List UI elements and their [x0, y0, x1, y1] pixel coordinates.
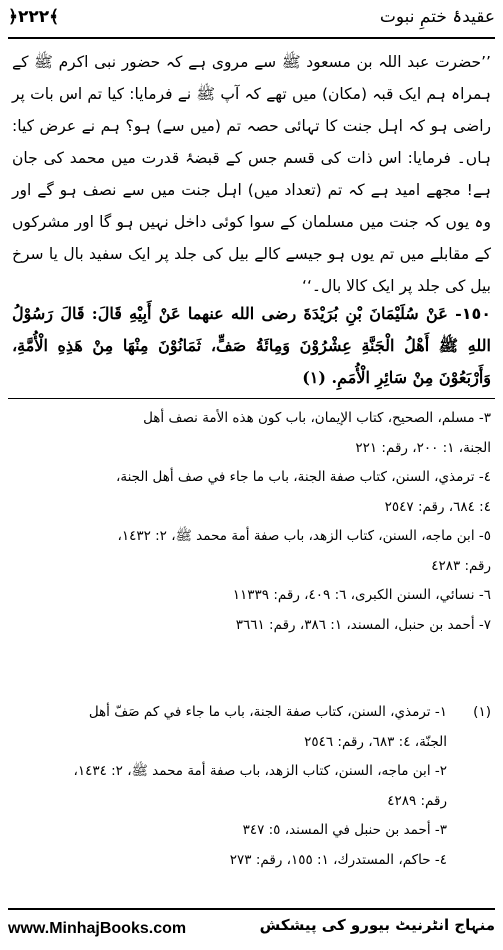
footnote-line: ٤- حاكم، المستدرك، ١: ١٥٥، رقم: ٢٧٣: [229, 851, 447, 868]
running-title: عقیدۂ ختمِ نبوت: [379, 7, 495, 27]
website-link[interactable]: www.MinhajBooks.com: [8, 920, 187, 937]
footnote-line: رقم: ٤٢٨٣: [431, 557, 491, 574]
footnote-separator: [8, 398, 495, 399]
footnote-line: ٦- نسائي، السنن الكبرى، ٦: ٤٠٩، رقم: ١١٣٣٩: [232, 587, 491, 603]
publisher-credit: منہاج انٹرنیٹ بیورو کی پیشکش: [259, 916, 495, 934]
footer-rule: [8, 908, 495, 910]
footnote-marker: (١): [473, 704, 491, 720]
page-header: [8, 4, 495, 34]
urdu-translation: ’’حضرت عبد اللہ بن مسعود ﷺ سے مروی ہے کہ حضور نبی اکرم ﷺ کے ہمراہ ہم ایک قبہ (مکان) میں تھے کہ آپ ﷺ نے فرمایا: کیا تم اس بات پر راضی ہو کہ اہل جنت کا تہائی حصہ تم (میں سے) ہو؟ ہم نے عرض کیا: ہاں۔ فرمایا: اس ذات کی قسم جس کے قبضۂ قدرت میں محمد کی جان ہے! مجھے امید ہے کہ تم (تعداد میں) اہل جنت میں سے نصف ہو گے اور وہ یوں کہ جنت میں مسلمان کے سوا کوئی داخل نہیں ہو گا اور مشرکوں کے مقابلے میں تم یوں ہو جیسے کالے بیل کی جلد پر ایک سفید بال یا سرخ بیل کی جلد پر ایک کالا بال۔‘‘: [12, 53, 491, 295]
footnote-line: الجنة، ١: ٢٠٠، رقم: ٢٢١: [355, 439, 491, 456]
footnote-line: ٥- ابن ماجه، السنن، كتاب الزهد، باب صفة أمة محمد ﷺ، ٢: ١٤٣٢،: [117, 528, 491, 544]
hadith-150: ١٥٠- عَنْ سُلَيْمَانَ بْنِ بُرَيْدَةَ رضی الله عنهما عَنْ أَبِيْهِ قَالَ: قَالَ رَسُوْلُ اللهِ ﷺ أَهْلُ الْجَنَّةِ عِشْرُوْنَ وَمِائَةُ صَفٍّ، ثَمَانُوْنَ مِنْهَا مِنْ هَذِهِ الْأُمَّةِ، وَأَرْبَعُوْنَ مِنْ سَائِرِ الْأُمَمِ. (١): [12, 304, 492, 387]
footnote-line: ١- ترمذي، السنن، كتاب صفة الجنة، باب ما جاء في كم صَفّ أهل: [88, 704, 447, 720]
hadith-number: ١٥٠: [461, 304, 492, 323]
footnote-line: رقم: ٤٢٨٩: [387, 792, 447, 809]
footnotes-hadith-150: [12, 698, 491, 875]
header-rule: [8, 37, 495, 39]
footnotes-previous: [12, 404, 491, 640]
hadith-text: عَنْ سُلَيْمَانَ بْنِ بُرَيْدَةَ رضی الله عنهما عَنْ أَبِيْهِ قَالَ: قَالَ رَسُوْلُ اللهِ ﷺ أَهْلُ الْجَنَّةِ عِشْرُوْنَ وَمِائَةُ صَفٍّ، ثَمَانُوْنَ مِنْهَا مِنْ هَذِهِ الْأُمَّةِ، وَأَرْبَعُوْنَ مِنْ سَائِرِ الْأُمَمِ. (١): [12, 304, 491, 387]
footnote-line: ٧- أحمد بن حنبل، المسند، ١: ٣٨٦، رقم: ٣٦٦١: [235, 616, 491, 633]
footnote-line: ٢- ابن ماجه، السنن، كتاب الزهد، باب صفة أمة محمد ﷺ، ٢: ١٤٣٤،: [73, 763, 447, 779]
page-number: ﴿٢٢٢﴾: [8, 7, 60, 27]
footnote-line: ٤- ترمذي، السنن، كتاب صفة الجنة، باب ما جاء في صف أهل الجنة،: [115, 469, 491, 485]
footnote-line: ٣- مسلم، الصحيح، كتاب الإيمان، باب كون هذه الأمة نصف أهل: [143, 410, 491, 426]
footnote-line: الجنّة، ٤: ٦٨٣، رقم: ٢٥٤٦: [304, 733, 447, 750]
footnote-line: ٤: ٦٨٤، رقم: ٢٥٤٧: [384, 498, 491, 515]
footnote-line: ٣- أحمد بن حنبل في المسند، ٥: ٣٤٧: [242, 822, 447, 838]
